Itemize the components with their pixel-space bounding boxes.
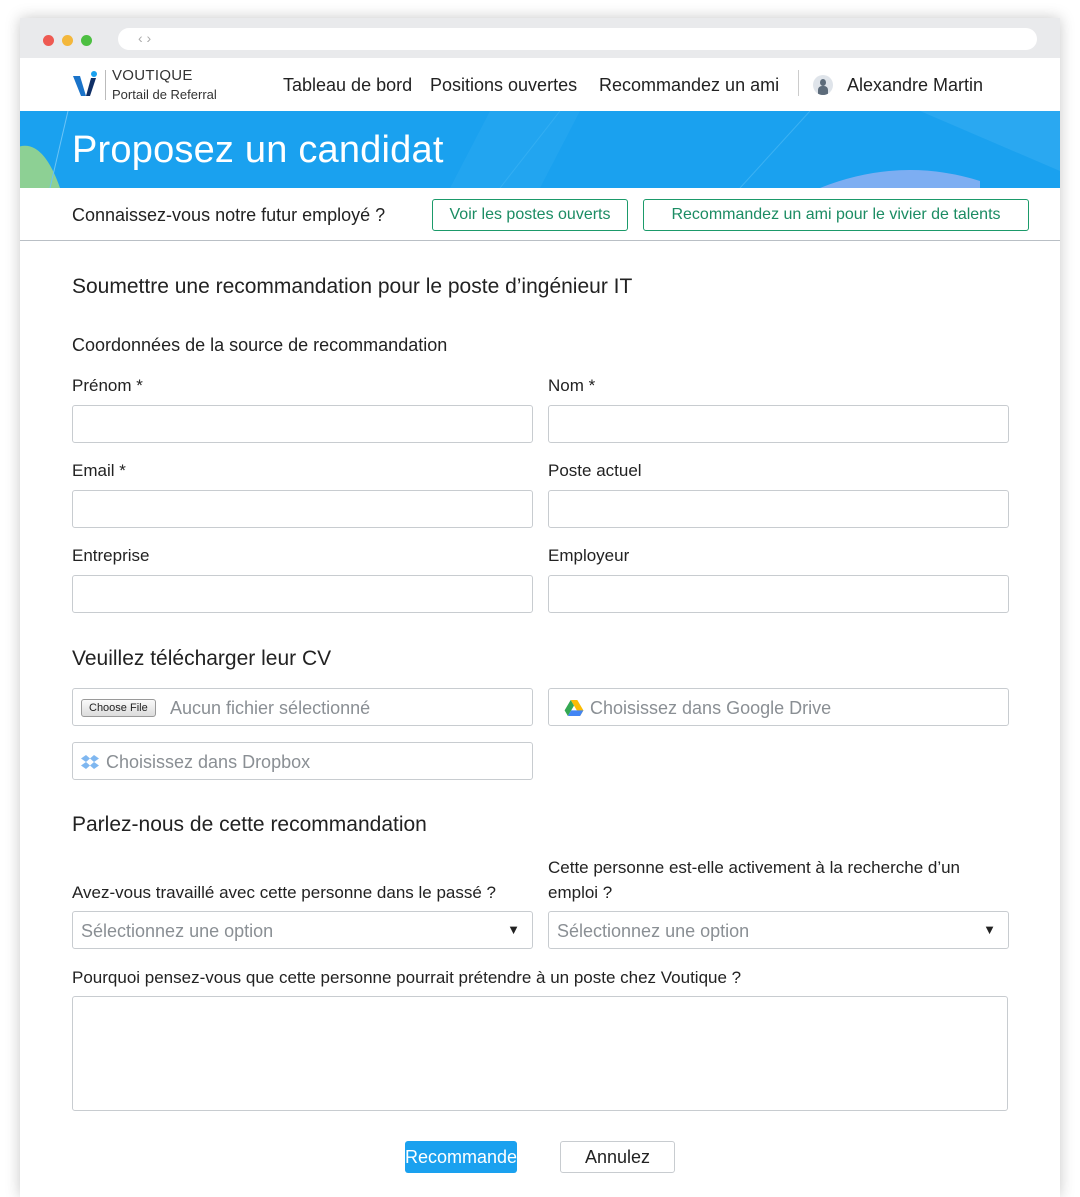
- form-title: Soumettre une recommandation pour le poste d’ingénieur IT: [72, 275, 633, 298]
- google-drive-label: Choisissez dans Google Drive: [590, 698, 832, 718]
- user-name[interactable]: Alexandre Martin: [847, 75, 984, 95]
- nav-link-refer-friend[interactable]: Recommandez un ami: [599, 75, 780, 95]
- close-window-button[interactable]: [43, 35, 54, 46]
- talent-pool-referral-button[interactable]: Recommandez un ami pour le vivier de talents: [643, 199, 1029, 231]
- section-cv-title: Veuillez télécharger leur CV: [72, 647, 332, 670]
- dropdown-caret-icon: ▼: [983, 922, 996, 937]
- worked-with-label: Avez-vous travaillé avec cette personne dans le passé ?: [72, 883, 496, 902]
- choose-file-button[interactable]: Choose File: [81, 699, 156, 717]
- company-input[interactable]: [72, 575, 533, 613]
- job-seeking-select[interactable]: [548, 911, 1009, 949]
- view-open-jobs-button[interactable]: Voir les postes ouverts: [432, 199, 628, 231]
- logo-divider: [105, 70, 106, 100]
- top-navigation: [20, 58, 1060, 111]
- dropbox-picker[interactable]: [72, 742, 533, 780]
- last-name-label: Nom *: [548, 376, 596, 395]
- minimize-window-button[interactable]: [62, 35, 73, 46]
- subbar-question: Connaissez-vous notre futur employé ?: [72, 205, 386, 225]
- submit-referral-button[interactable]: Recommandez: [405, 1141, 517, 1173]
- referral-subbar: [20, 188, 1060, 241]
- worked-with-select[interactable]: [72, 911, 533, 949]
- dropbox-label: Choisissez dans Dropbox: [106, 752, 311, 772]
- maximize-window-button[interactable]: [81, 35, 92, 46]
- why-label: Pourquoi pensez-vous que cette personne pourrait prétendre à un poste chez Voutique ?: [72, 968, 742, 987]
- first-name-label: Prénom *: [72, 376, 143, 395]
- employer-label: Employeur: [548, 546, 630, 565]
- email-input[interactable]: [72, 490, 533, 528]
- back-forward-icon[interactable]: ‹ ›: [138, 30, 152, 46]
- company-label: Entreprise: [72, 546, 150, 565]
- dropbox-icon: [81, 754, 99, 770]
- nav-divider: [798, 70, 799, 96]
- brand-subtitle: Portail de Referral: [112, 87, 217, 102]
- email-label: Email *: [72, 461, 126, 480]
- voutique-logo-icon: [72, 70, 98, 100]
- browser-window: [20, 18, 1060, 1197]
- why-textarea[interactable]: [72, 996, 1008, 1111]
- last-name-input[interactable]: [548, 405, 1009, 443]
- current-position-input[interactable]: [548, 490, 1009, 528]
- cancel-button[interactable]: Annulez: [560, 1141, 675, 1173]
- job-seeking-selected: Sélectionnez une option: [557, 921, 750, 941]
- section-about-title: Parlez-nous de cette recommandation: [72, 813, 427, 836]
- job-seeking-label: Cette personne est-elle activement à la recherche d’un emploi ?: [548, 858, 961, 902]
- browser-toolbar: [20, 18, 1060, 58]
- page-title: Proposez un candidat: [72, 129, 444, 171]
- no-file-selected-text: Aucun fichier sélectionné: [170, 698, 371, 718]
- employer-input[interactable]: [548, 575, 1009, 613]
- first-name-input[interactable]: [72, 405, 533, 443]
- brand-name: VOUTIQUE: [112, 67, 193, 84]
- current-position-label: Poste actuel: [548, 461, 642, 480]
- section-contact-title: Coordonnées de la source de recommandation: [72, 335, 448, 355]
- nav-link-open-positions[interactable]: Positions ouvertes: [430, 75, 578, 95]
- dropdown-caret-icon: ▼: [507, 922, 520, 937]
- nav-link-dashboard[interactable]: Tableau de bord: [283, 75, 413, 95]
- file-upload-field: [72, 688, 533, 726]
- google-drive-icon: [564, 700, 584, 716]
- address-bar[interactable]: [118, 28, 1037, 50]
- hero-banner: [20, 111, 1060, 188]
- worked-with-selected: Sélectionnez une option: [81, 921, 274, 941]
- user-avatar-icon[interactable]: [813, 75, 833, 95]
- google-drive-picker[interactable]: [548, 688, 1009, 726]
